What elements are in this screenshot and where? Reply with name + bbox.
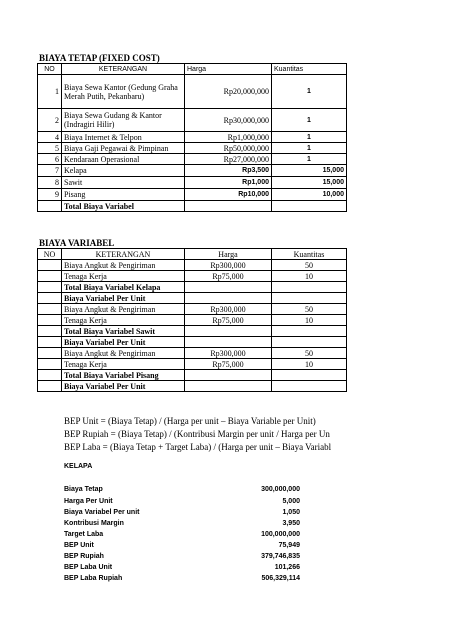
- summary-value: 300,000,000: [261, 486, 300, 493]
- summary-row: [64, 564, 300, 575]
- row-kuantitas: 15,000: [272, 177, 347, 189]
- row-keterangan: Kelapa: [62, 165, 185, 177]
- table-row: [38, 348, 347, 359]
- row-no: [38, 370, 62, 381]
- row-no: [38, 359, 62, 370]
- summary-value: 5,000: [282, 498, 300, 505]
- row-keterangan: Total Biaya Variabel Kelapa: [62, 282, 185, 293]
- row-kuantitas: 10: [272, 359, 347, 370]
- row-keterangan: Biaya Angkut & Pengiriman: [62, 304, 185, 315]
- summary-row: [64, 486, 300, 497]
- row-no: [38, 381, 62, 392]
- table-row: [38, 271, 347, 282]
- bep-unit-formula: BEP Unit = (Biaya Tetap) / (Harga per unit – Biaya Variable per Unit): [64, 416, 316, 426]
- row-harga: [185, 370, 272, 381]
- row-no: 6: [38, 154, 62, 165]
- bep-laba-formula: BEP Laba = (Biaya Tetap + Target Laba) / (Harga per unit – Biaya Variabl: [64, 442, 332, 452]
- row-no: 9: [38, 189, 62, 201]
- row-kuantitas: [272, 337, 347, 348]
- row-kuantitas: [272, 282, 347, 293]
- table-row: [38, 381, 347, 392]
- table-row: [38, 304, 347, 315]
- row-harga: Rp1,000: [185, 177, 272, 189]
- summary-row: [64, 509, 300, 520]
- header-keterangan: KETERANGAN: [62, 64, 185, 75]
- table-row: [38, 201, 347, 212]
- summary-value: 75,949: [278, 542, 300, 549]
- row-no: [38, 326, 62, 337]
- table-header-row: [38, 64, 347, 75]
- summary-label: Kontribusi Margin: [64, 520, 124, 527]
- row-no: 2: [38, 109, 62, 132]
- row-keterangan: Sawit: [62, 177, 185, 189]
- table-row: [38, 370, 347, 381]
- summary-row: [64, 553, 300, 564]
- row-keterangan: Tenaga Kerja: [62, 271, 185, 282]
- summary-label: BEP Laba Rupiah: [64, 575, 123, 582]
- row-harga: Rp75,000: [185, 315, 272, 326]
- table-row: [38, 143, 347, 154]
- kelapa-title: KELAPA: [64, 463, 93, 470]
- summary-label: BEP Unit: [64, 542, 94, 549]
- row-harga: Rp27,000,000: [185, 154, 272, 165]
- row-kuantitas: 50: [272, 348, 347, 359]
- row-kuantitas: 15,000: [272, 165, 347, 177]
- row-no: [38, 293, 62, 304]
- row-kuantitas: 1: [272, 143, 347, 154]
- row-no: 1: [38, 75, 62, 109]
- row-harga: Rp1,000,000: [185, 132, 272, 143]
- row-harga: Rp300,000: [185, 304, 272, 315]
- row-kuantitas: 1: [272, 109, 347, 132]
- row-keterangan: Biaya Sewa Gudang & Kantor (Indragiri Hilir): [62, 109, 185, 132]
- row-kuantitas: [272, 326, 347, 337]
- header-harga: Harga: [185, 64, 272, 75]
- summary-label: Harga Per Unit: [64, 498, 113, 505]
- row-harga: Rp300,000: [185, 348, 272, 359]
- row-keterangan: Biaya Variabel Per Unit: [62, 293, 185, 304]
- row-no: [38, 304, 62, 315]
- row-no: [38, 271, 62, 282]
- row-keterangan: Biaya Internet & Telpon: [62, 132, 185, 143]
- summary-row: [64, 542, 300, 553]
- row-no: [38, 348, 62, 359]
- table-row: [38, 109, 347, 132]
- summary-label: Target Laba: [64, 531, 104, 538]
- row-keterangan: Total Biaya Variabel: [62, 201, 185, 212]
- row-no: 7: [38, 165, 62, 177]
- summary-row: [64, 520, 300, 531]
- row-keterangan: Tenaga Kerja: [62, 315, 185, 326]
- row-harga: [185, 201, 272, 212]
- table-row: [38, 359, 347, 370]
- row-keterangan: Biaya Angkut & Pengiriman: [62, 260, 185, 271]
- summary-value: 100,000,000: [261, 531, 300, 538]
- row-kuantitas: 10: [272, 271, 347, 282]
- fixed-cost-title: BIAYA TETAP (FIXED COST): [39, 53, 160, 63]
- row-kuantitas: 50: [272, 260, 347, 271]
- header-kuantitas: Kuantitas: [272, 249, 347, 260]
- row-kuantitas: 50: [272, 304, 347, 315]
- table-row: [38, 165, 347, 177]
- header-harga: Harga: [185, 249, 272, 260]
- row-no: [38, 282, 62, 293]
- table-row: [38, 260, 347, 271]
- summary-row: [64, 575, 300, 586]
- header-keterangan: KETERANGAN: [62, 249, 185, 260]
- summary-value: 3,950: [282, 520, 300, 527]
- row-harga: [185, 337, 272, 348]
- row-harga: Rp30,000,000: [185, 109, 272, 132]
- table-row: [38, 315, 347, 326]
- row-kuantitas: 10: [272, 315, 347, 326]
- header-no: NO: [38, 249, 62, 260]
- summary-value: 506,329,114: [261, 575, 300, 582]
- bep-rupiah-formula: BEP Rupiah = (Biaya Tetap) / (Kontribusi Margin per unit / Harga per Un: [64, 429, 330, 439]
- table-row: [38, 337, 347, 348]
- row-harga: Rp10,000: [185, 189, 272, 201]
- row-harga: [185, 326, 272, 337]
- header-no: NO: [38, 64, 62, 75]
- row-harga: [185, 381, 272, 392]
- row-kuantitas: [272, 370, 347, 381]
- summary-label: Biaya Tetap: [64, 486, 103, 493]
- summary-value: 379,746,835: [261, 553, 300, 560]
- table-row: [38, 154, 347, 165]
- table-row: [38, 177, 347, 189]
- summary-row: [64, 498, 300, 509]
- row-harga: [185, 293, 272, 304]
- row-kuantitas: 1: [272, 75, 347, 109]
- row-no: [38, 201, 62, 212]
- row-harga: Rp50,000,000: [185, 143, 272, 154]
- row-no: 8: [38, 177, 62, 189]
- table-row: [38, 293, 347, 304]
- row-keterangan: Total Biaya Variabel Pisang: [62, 370, 185, 381]
- summary-row: [64, 531, 300, 542]
- summary-value: 101,266: [274, 564, 300, 571]
- table-header-row: [38, 249, 347, 260]
- row-keterangan: Tenaga Kerja: [62, 359, 185, 370]
- row-harga: Rp75,000: [185, 271, 272, 282]
- row-keterangan: Biaya Variabel Per Unit: [62, 381, 185, 392]
- table-row: [38, 326, 347, 337]
- row-keterangan: Biaya Gaji Pegawai & Pimpinan: [62, 143, 185, 154]
- table-row: [38, 132, 347, 143]
- fixed-cost-table: [37, 63, 347, 212]
- row-keterangan: Biaya Sewa Kantor (Gedung Graha Merah Putih, Pekanbaru): [62, 75, 185, 109]
- row-keterangan: Biaya Variabel Per Unit: [62, 337, 185, 348]
- row-no: 5: [38, 143, 62, 154]
- row-kuantitas: 10,000: [272, 189, 347, 201]
- table-row: [38, 282, 347, 293]
- row-keterangan: Biaya Angkut & Pengiriman: [62, 348, 185, 359]
- table-row: [38, 189, 347, 201]
- row-harga: Rp300,000: [185, 260, 272, 271]
- row-kuantitas: [272, 381, 347, 392]
- row-harga: Rp75,000: [185, 359, 272, 370]
- row-keterangan: Kendaraan Operasional: [62, 154, 185, 165]
- row-no: [38, 337, 62, 348]
- row-keterangan: Pisang: [62, 189, 185, 201]
- summary-value: 1,050: [282, 509, 300, 516]
- row-kuantitas: [272, 201, 347, 212]
- row-harga: Rp3,500: [185, 165, 272, 177]
- table-row: [38, 75, 347, 109]
- variable-cost-title: BIAYA VARIABEL: [39, 238, 115, 248]
- row-kuantitas: [272, 293, 347, 304]
- summary-label: Biaya Variabel Per unit: [64, 509, 140, 516]
- row-no: [38, 260, 62, 271]
- row-no: [38, 315, 62, 326]
- row-no: 4: [38, 132, 62, 143]
- row-harga: [185, 282, 272, 293]
- row-kuantitas: 1: [272, 154, 347, 165]
- summary-label: BEP Laba Unit: [64, 564, 113, 571]
- variable-cost-table: [37, 248, 347, 392]
- row-harga: Rp20,000,000: [185, 75, 272, 109]
- header-kuantitas: Kuantitas: [272, 64, 347, 75]
- summary-label: BEP Rupiah: [64, 553, 104, 560]
- row-kuantitas: 1: [272, 132, 347, 143]
- row-keterangan: Total Biaya Variabel Sawit: [62, 326, 185, 337]
